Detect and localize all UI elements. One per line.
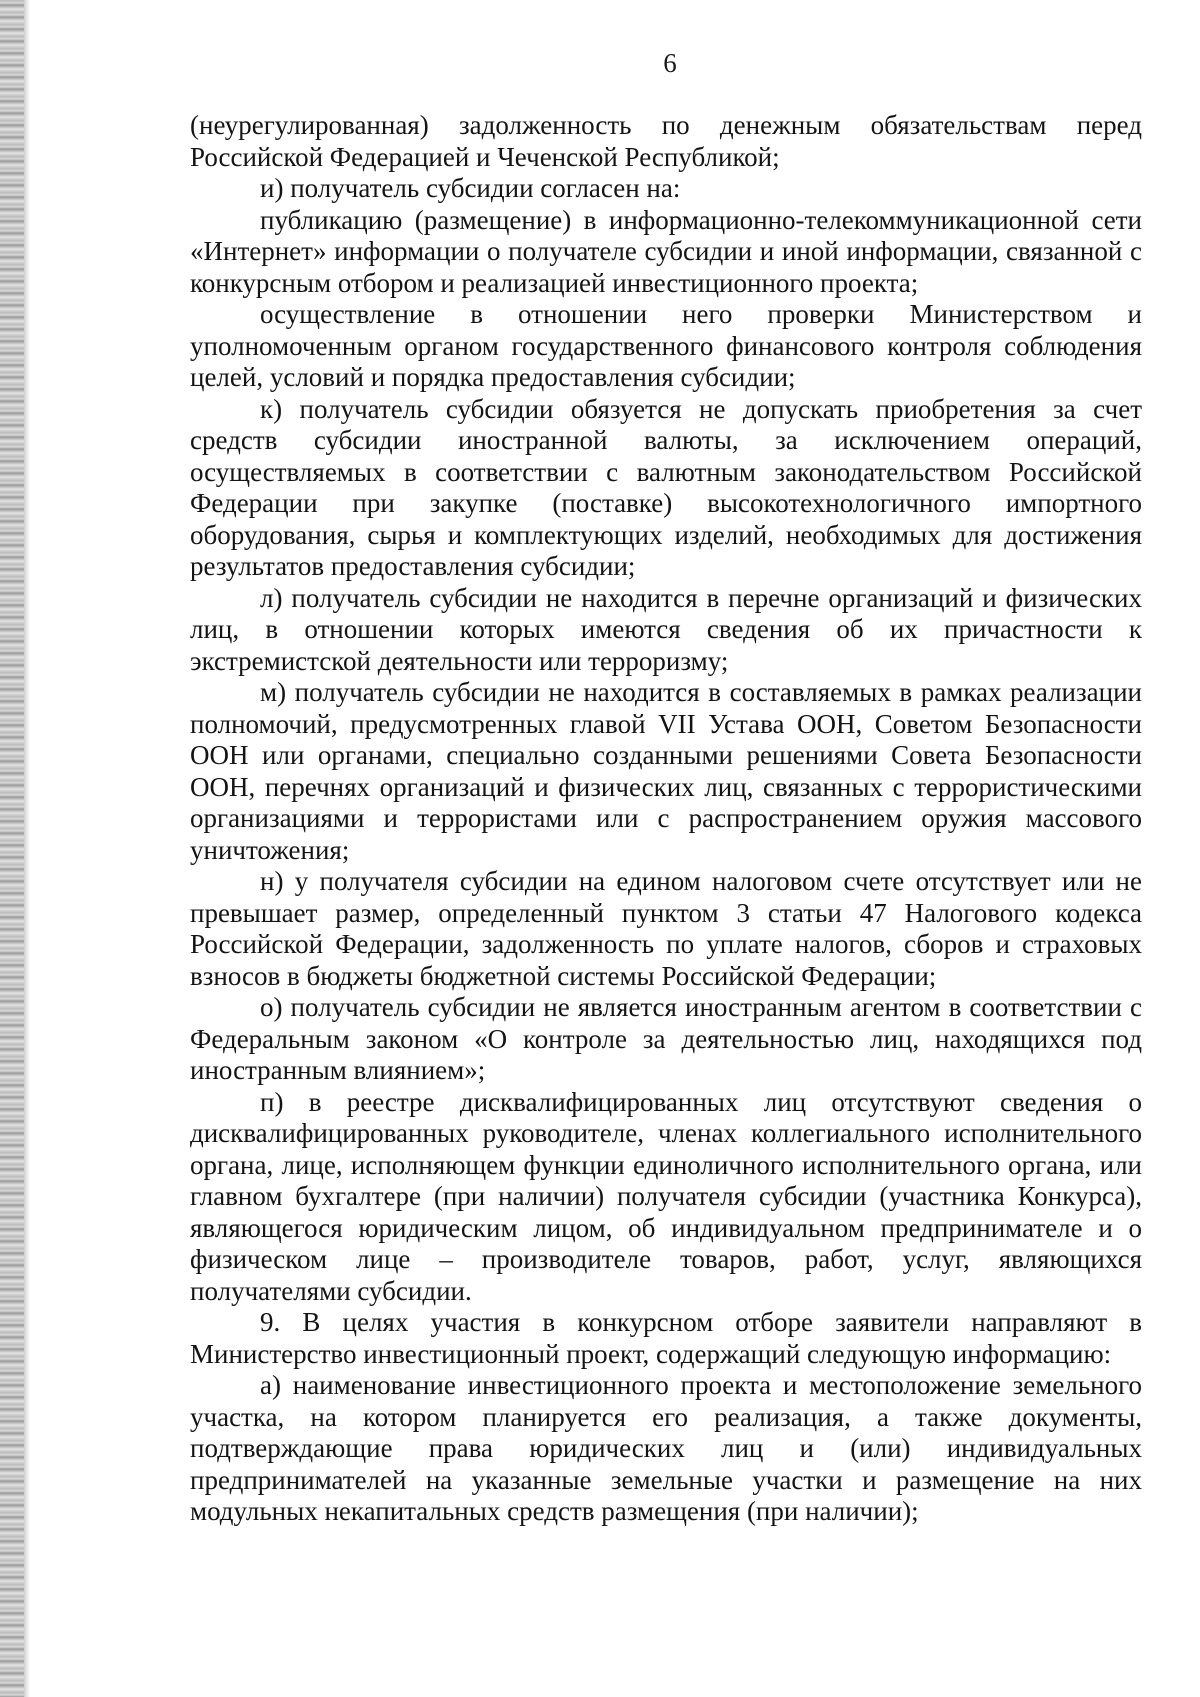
paragraph-item-m: м) получатель субсидии не находится в составляемых в рамках реализации полномочий, предусмотренных главой VII Устава ООН, Советом Безопасности ООН или органами, специально созданными решениями Совета Безопасности ООН, перечнях организаций и физических лиц, связанных с террористическими организациями и террористами или с распространением оружия массового уничтожения; bbox=[190, 677, 1142, 865]
paragraph-continuation: (неурегулированная) задолженность по денежным обязательствам перед Российской Федерацией и Чеченской Республикой; bbox=[190, 110, 1142, 172]
paragraph-item-k: к) получатель субсидии обязуется не допускать приобретения за счет средств субсидии иностранной валюты, за исключением операций, осуществляемых в соответствии с валютным законодательством Российской Федерации при закупке (поставке) высокотехнологичного импортного оборудования, сырья и комплектующих изделий, необходимых для достижения результатов предоставления субсидии; bbox=[190, 393, 1142, 581]
paragraph-item-n: н) у получателя субсидии на едином налоговом счете отсутствует или не превышает размер, определенный пунктом 3 статьи 47 Налогового кодекса Российской Федерации, задолженность по уплате налогов, сборов и страховых взносов в бюджеты бюджетной системы Российской Федерации; bbox=[190, 866, 1142, 991]
paragraph-item-p: п) в реестре дисквалифицированных лиц отсутствуют сведения о дисквалифицированных руководителе, членах коллегиального исполнительного органа, лице, исполняющем функции единоличного исполнительного органа, или главном бухгалтере (при наличии) получателя субсидии (участника Конкурса), являющегося юридическим лицом, об индивидуальном предпринимателе и о физическом лице – производителе товаров, работ, услуг, являющихся получателями субсидии. bbox=[190, 1086, 1142, 1306]
document-body bbox=[190, 110, 1142, 1528]
paragraph-item-i: и) получатель субсидии согласен на: bbox=[260, 173, 681, 203]
paragraph-publication: публикацию (размещение) в информационно-телекоммуникационной сети «Интернет» информации о получателе субсидии и иной информации, связанной с конкурсным отбором и реализацией инвестиционного проекта; bbox=[190, 204, 1142, 298]
paragraph-inspection: осуществление в отношении него проверки Министерством и уполномоченным органом государственного финансового контроля соблюдения целей, условий и порядка предоставления субсидии; bbox=[190, 299, 1142, 392]
paragraph-item-a: а) наименование инвестиционного проекта и местоположение земельного участка, на котором планируется его реализация, а также документы, подтверждающие права юридических лиц и (или) индивидуальных предпринимателей на указанные земельные участки и размещение на них модульных некапитальных средств размещения (при наличии); bbox=[190, 1370, 1142, 1526]
paragraph-section-9: 9. В целях участия в конкурсном отборе заявители направляют в Министерство инвестиционный проект, содержащий следующую информацию: bbox=[190, 1307, 1142, 1369]
paragraph-item-l: л) получатель субсидии не находится в перечне организаций и физических лиц, в отношении которых имеются сведения об их причастности к экстремистской деятельности или терроризму; bbox=[190, 582, 1142, 676]
paragraph-item-o: о) получатель субсидии не является иностранным агентом в соответствии с Федеральным законом «О контроле за деятельностью лиц, находящихся под иностранным влиянием»; bbox=[190, 992, 1142, 1085]
scan-binding-edge bbox=[0, 0, 30, 1697]
page-number: 6 bbox=[663, 48, 677, 78]
